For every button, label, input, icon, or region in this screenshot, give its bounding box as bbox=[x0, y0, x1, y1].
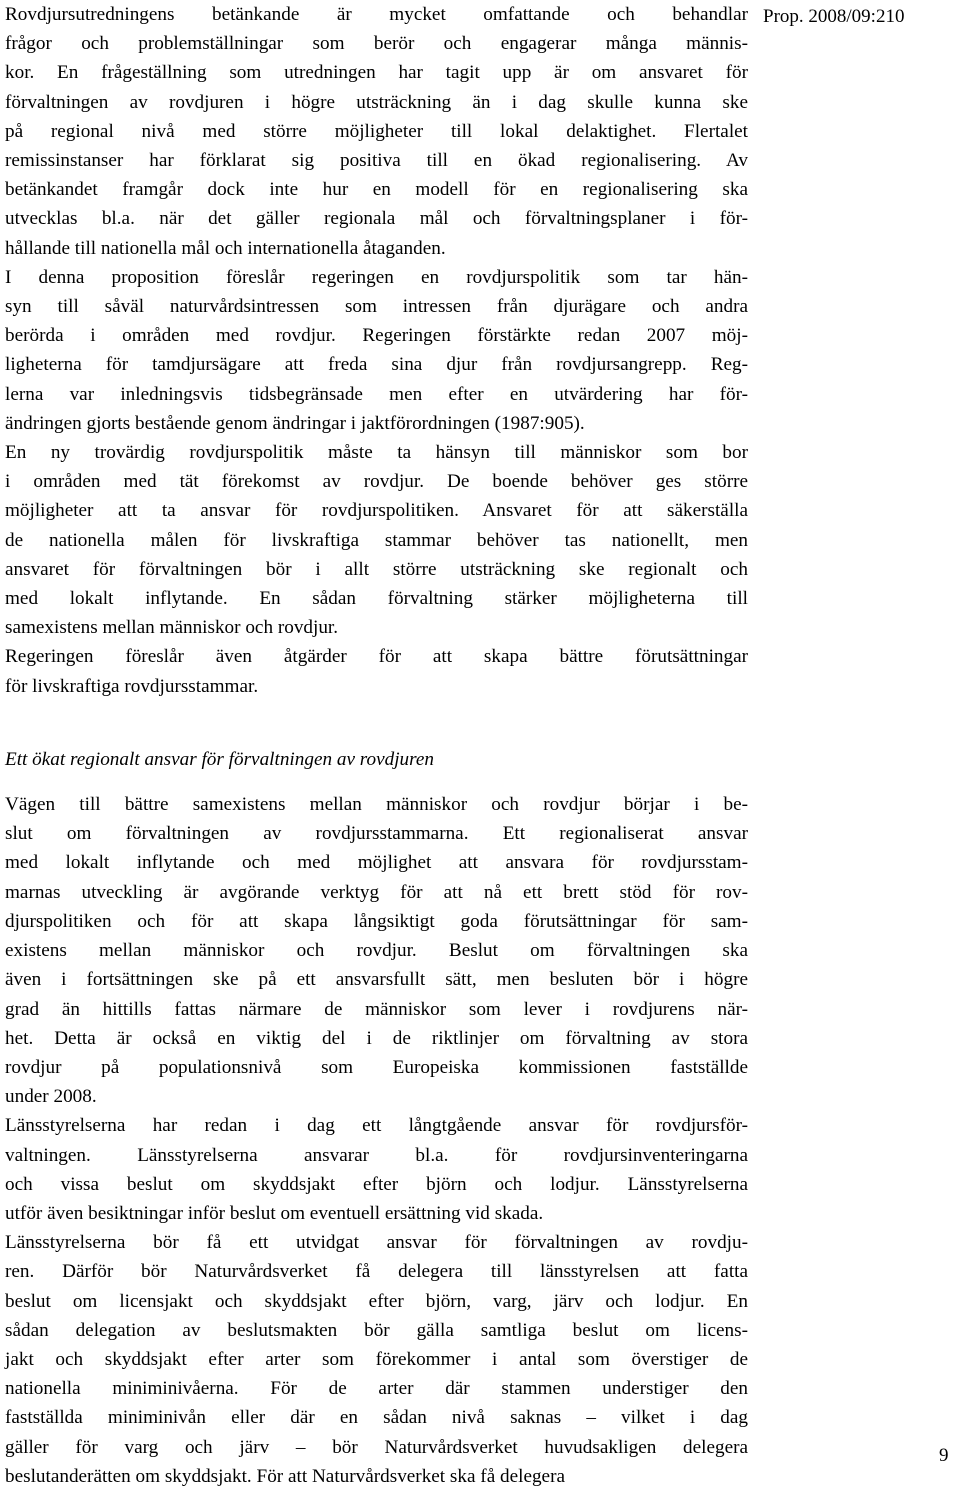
text-line: med lokalt inflytande och med möjlighet att ansvara för rovdjursstam- bbox=[5, 852, 748, 874]
text-line: frågor och problemställningar som berör och engagerar många männis- bbox=[5, 33, 748, 55]
paragraph bbox=[5, 0, 748, 263]
text-line: djurspolitiken och för att skapa långsiktigt goda förutsättningar för sam- bbox=[5, 910, 748, 932]
text-line: gäller för varg och järv – bör Naturvårdsverket huvudsakligen delegera bbox=[5, 1436, 748, 1458]
page-reference: Prop. 2008/09:210 bbox=[763, 6, 905, 27]
page-number: 9 bbox=[939, 1445, 949, 1466]
text-line: Rovdjursutredningens betänkande är mycket omfattande och behandlar bbox=[5, 4, 748, 25]
text-line: Länsstyrelserna bör få ett utvidgat ansvar för förvaltningen av rovdju- bbox=[5, 1232, 748, 1254]
text-line: på regional nivå med större möjligheter till lokal delaktighet. Flertalet bbox=[5, 120, 748, 142]
text-line: Vägen till bättre samexistens mellan människor och rovdjur börjar i be- bbox=[5, 794, 748, 816]
text-line: med lokalt inflytande. En sådan förvaltning stärker möjligheterna till bbox=[5, 588, 748, 610]
section-heading: Ett ökat regionalt ansvar för förvaltningen av rovdjuren bbox=[5, 748, 435, 770]
paragraph bbox=[5, 790, 748, 1111]
body-block-1 bbox=[5, 0, 748, 701]
text-line: möjligheter att ta ansvar för rovdjurspolitiken. Ansvaret för att säkerställa bbox=[5, 500, 748, 522]
text-line: remissinstanser har förklarat sig positiva till en ökad regionalisering. Av bbox=[5, 150, 748, 172]
text-line: utför även besiktningar inför beslut om eventuell ersättning vid skada. bbox=[5, 1202, 544, 1224]
paragraph bbox=[5, 438, 748, 642]
text-line: ligheterna för tamdjursägare att freda sina djur från rovdjursangrepp. Reg- bbox=[5, 354, 748, 376]
paragraph bbox=[5, 642, 748, 700]
text-line: ren. Därför bör Naturvårdsverket få delegera till länsstyrelsen att fatta bbox=[5, 1261, 748, 1283]
text-line: Länsstyrelserna har redan i dag ett långtgående ansvar för rovdjursför- bbox=[5, 1115, 748, 1137]
text-line: het. Detta är också en viktig del i de riktlinjer om förvaltning av stora bbox=[5, 1027, 748, 1049]
body-block-2 bbox=[5, 790, 748, 1491]
text-line: existens mellan människor och rovdjur. Beslut om förvaltningen ska bbox=[5, 940, 748, 962]
text-line: ändringen gjorts bestående genom ändringar i jaktförordningen (1987:905). bbox=[5, 412, 585, 434]
text-line: jakt och skyddsjakt efter arter som förekommer i antal som överstiger de bbox=[5, 1348, 748, 1370]
text-line: slut om förvaltningen av rovdjursstammarna. Ett regionaliserat ansvar bbox=[5, 823, 748, 845]
text-line: kor. En frågeställning som utredningen har tagit upp är om ansvaret för bbox=[5, 62, 748, 84]
text-line: ansvaret för förvaltningen bör i allt större utsträckning ske regionalt och bbox=[5, 558, 748, 580]
text-line: valtningen. Länsstyrelserna ansvarar bl.a. för rovdjursinventeringarna bbox=[5, 1144, 748, 1166]
text-line: beslutanderätten om skyddsjakt. För att Naturvårdsverket ska få delegera bbox=[5, 1465, 565, 1487]
text-line: utvecklas bl.a. när det gäller regionala mål och förvaltningsplaner i för- bbox=[5, 208, 748, 230]
text-line: Regeringen föreslår även åtgärder för att skapa bättre förutsättningar bbox=[5, 646, 748, 668]
main-column bbox=[5, 0, 748, 1491]
text-line: berörda i områden med rovdjur. Regeringen förstärkte redan 2007 möj- bbox=[5, 325, 748, 347]
text-line: förvaltningen av rovdjuren i högre utsträckning än i dag skulle kunna ske bbox=[5, 91, 748, 113]
text-line: de nationella målen för livskraftiga stammar behöver tas nationellt, men bbox=[5, 529, 748, 551]
text-line: En ny trovärdig rovdjurspolitik måste ta hänsyn till människor som bor bbox=[5, 442, 748, 464]
text-line: i områden med tät förekomst av rovdjur. De boende behöver ges större bbox=[5, 471, 748, 493]
text-line: grad än hittills fattas närmare de människor som lever i rovdjurens när- bbox=[5, 998, 748, 1020]
text-line: även i fortsättningen ske på ett ansvarsfullt sätt, men besluten bör i högre bbox=[5, 969, 748, 991]
text-line: för livskraftiga rovdjursstammar. bbox=[5, 675, 259, 697]
text-line: nationella miniminivåerna. För de arter där stammen understiger den bbox=[5, 1378, 748, 1400]
text-line: under 2008. bbox=[5, 1086, 97, 1108]
text-line: marnas utveckling är avgörande verktyg för att nå ett brett stöd för rov- bbox=[5, 881, 748, 903]
text-line: lerna var inledningsvis tidsbegränsade men efter en utvärdering har för- bbox=[5, 383, 748, 405]
text-line: syn till såväl naturvårdsintressen som intressen från djurägare och andra bbox=[5, 296, 748, 318]
text-line: och vissa beslut om skyddsjakt efter björn och lodjur. Länsstyrelserna bbox=[5, 1173, 748, 1195]
paragraph bbox=[5, 1228, 748, 1491]
text-line: betänkandet framgår dock inte hur en modell för en regionalisering ska bbox=[5, 179, 748, 201]
text-line: samexistens mellan människor och rovdjur. bbox=[5, 617, 339, 639]
paragraph bbox=[5, 263, 748, 438]
text-line: hållande till nationella mål och internationella åtaganden. bbox=[5, 237, 446, 259]
text-line: sådan delegation av beslutsmakten bör gälla samtliga beslut om licens- bbox=[5, 1319, 748, 1341]
text-line: fastställda miniminivån eller där en sådan nivå saknas – vilket i dag bbox=[5, 1407, 748, 1429]
text-line: rovdjur på populationsnivå som Europeiska kommissionen fastställde bbox=[5, 1056, 748, 1078]
text-line: beslut om licensjakt och skyddsjakt efter björn, varg, järv och lodjur. En bbox=[5, 1290, 748, 1312]
paragraph bbox=[5, 1111, 748, 1228]
text-line: I denna proposition föreslår regeringen en rovdjurspolitik som tar hän- bbox=[5, 266, 748, 288]
